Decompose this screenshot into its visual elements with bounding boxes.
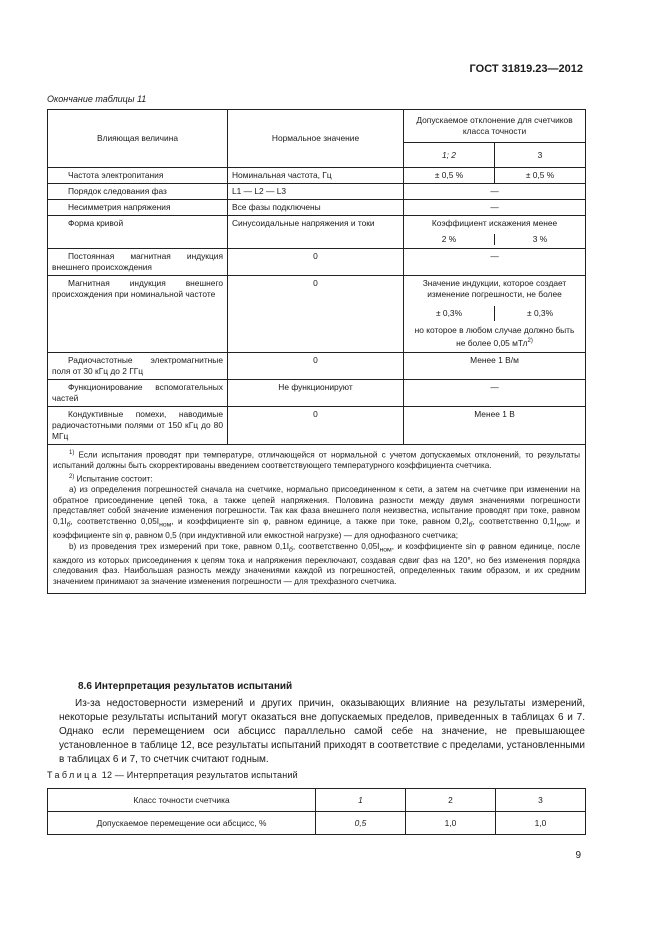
footnote-2: $^{2)}$ Испытание состоит: — [69, 473, 153, 484]
row-quantity: Магнитная индукция внешнего происхождения при номинальной частоте — [48, 276, 228, 353]
table12-caption: Таблица 12 — Интерпретация результатов испытаний — [47, 770, 298, 780]
row-deviation: Менее 1 В — [404, 406, 586, 444]
footnote-2a: а) из определения погрешностей сначала на счетчике, нормально присоединенном к сети, а затем на счетчике при изменении на обратное присоединение цепей тока, а также цепей напряжения. Половина разности между двумя значениями погрешности представляет собой значение изменения погрешности. Так как фаза внешнего поля неизвестна, испытание проводят при токе, равном $0,1I_б$, соответственно $0,05I_{ном}$, и коэффициенте sin φ, равном единице, а также при токе, равном $0,2I_б$, соответственно $0,1I_{ном}$, и коэффициенте sin φ, равном 0,5 (при индуктивной или емкостной нагрузке) — для однофазного счетчика; — [53, 485, 581, 541]
standard-code: ГОСТ 31819.23—2012 — [469, 63, 583, 75]
deviation-bottom-text: но которое в любом случае должно быть не более 0,05 мТл$^{2)}$ — [414, 325, 575, 348]
cell: 2 — [406, 789, 496, 812]
table-row — [48, 168, 586, 184]
table-row — [48, 184, 586, 200]
row-normal: Номинальная частота, Гц — [228, 168, 404, 184]
table-notes — [48, 444, 586, 593]
table-row — [48, 379, 586, 406]
cell: 1,0 — [406, 812, 496, 835]
footnote-2b: b) из проведения трех измерений при токе, равном $0,1I_б$, соответственно $0,05I_{ном}$, и коэффициенте sin φ равном единице, после каждого из которых присоединения к цепям тока и напряжения переключают, создавая сдвиг фаз на 120°, но без изменения порядка следования фаз. Наибольшая разность между значениями каждой из погрешностей, определенных таким образом, и их средним значением принимают за значение изменения погрешности — для трехфазного счетчика. — [53, 541, 581, 587]
col-header-deviation: Допускаемое отклонение для счетчиков класса точности — [404, 110, 586, 143]
row-quantity: Форма кривой — [48, 216, 228, 249]
row-quantity: Частота электропитания — [48, 168, 228, 184]
table-row — [48, 789, 586, 812]
deviation-top-text: Коэффициент искажения менее — [431, 218, 558, 228]
row-class-3: ± 0,5 % — [495, 168, 586, 184]
table-row — [48, 216, 586, 249]
table-continuation-label: Окончание таблицы 11 — [47, 94, 147, 104]
row-quantity: Радиочастотные электромагнитные поля от 30 кГц до 2 ГГц — [48, 352, 228, 379]
table-row — [48, 249, 586, 276]
row-deviation: — — [404, 379, 586, 406]
deviation-class-12: 2 % — [404, 234, 495, 245]
col-header-class-3: 3 — [495, 143, 586, 168]
row-deviation: — — [404, 249, 586, 276]
cell: 0,5 — [316, 812, 406, 835]
row-deviation — [404, 276, 586, 353]
row-deviation — [404, 216, 586, 249]
row-quantity: Функционирование вспомогательных частей — [48, 379, 228, 406]
row-quantity: Кондуктивные помехи, наводимые радиочастотными полями от 150 кГц до 80 МГц — [48, 406, 228, 444]
table-row — [48, 352, 586, 379]
row-label: Класс точности счетчика — [48, 789, 316, 812]
row-deviation: — — [404, 200, 586, 216]
row-deviation: Менее 1 В/м — [404, 352, 586, 379]
section-paragraph: Из-за недостоверности измерений и других причин, оказывающих влияние на результаты измерений, некоторые результаты испытаний могут оказаться вне допускаемых пределов, приведенных в таблицах 6 и 7. Однако если перемещением оси абсцисс параллельно самой себе на значение, не превышающее установленное в таблице 12, все результаты испытаний приходят в соответствие с пределами, установленными в таблицах 6 и 7, то счетчик считают годным. — [59, 698, 585, 765]
deviation-class-12: ± 0,3% — [404, 306, 495, 321]
footnote-1: $^{1)}$ Если испытания проводят при температуре, отличающейся от нормальной с учетом допускаемых отклонений, то результаты испытаний должны быть скорректированы введением соответствующего температурного коэффициента счетчика. — [53, 449, 581, 471]
col-header-class-12: 1; 2 — [442, 149, 456, 160]
col-header-quantity: Влияющая величина — [48, 110, 228, 168]
table-notes-row — [48, 444, 586, 593]
deviation-class-3: 3 % — [532, 234, 548, 244]
interpretation-table — [47, 788, 586, 835]
row-deviation: — — [404, 184, 586, 200]
cell: 1,0 — [496, 812, 586, 835]
row-normal: Синусоидальные напряжения и токи — [228, 216, 404, 249]
table-row — [48, 276, 586, 353]
influence-quantities-table — [47, 109, 586, 594]
deviation-top-text: Значение индукции, которое создает изменение погрешности, не более — [422, 278, 567, 299]
row-normal: 0 — [228, 352, 404, 379]
page-number: 9 — [575, 850, 581, 861]
row-normal: Не функционируют — [228, 379, 404, 406]
cell: 1 — [316, 789, 406, 812]
row-normal: 0 — [228, 276, 404, 353]
deviation-class-3: ± 0,3% — [527, 308, 554, 318]
row-quantity: Постоянная магнитная индукция внешнего происхождения — [48, 249, 228, 276]
row-normal: 0 — [228, 406, 404, 444]
row-quantity: Несимметрия напряжения — [48, 200, 228, 216]
row-normal: L1 — L2 — L3 — [228, 184, 404, 200]
row-normal: Все фазы подключены — [228, 200, 404, 216]
section-title: 8.6 Интерпретация результатов испытаний — [78, 681, 293, 692]
col-header-normal: Нормальное значение — [228, 110, 404, 168]
table-row — [48, 406, 586, 444]
cell: 3 — [496, 789, 586, 812]
row-label: Допускаемое перемещение оси абсцисс, % — [48, 812, 316, 835]
row-normal: 0 — [228, 249, 404, 276]
row-quantity: Порядок следования фаз — [48, 184, 228, 200]
row-class-12: ± 0,5 % — [404, 168, 495, 184]
table-row — [48, 200, 586, 216]
table-row — [48, 812, 586, 835]
